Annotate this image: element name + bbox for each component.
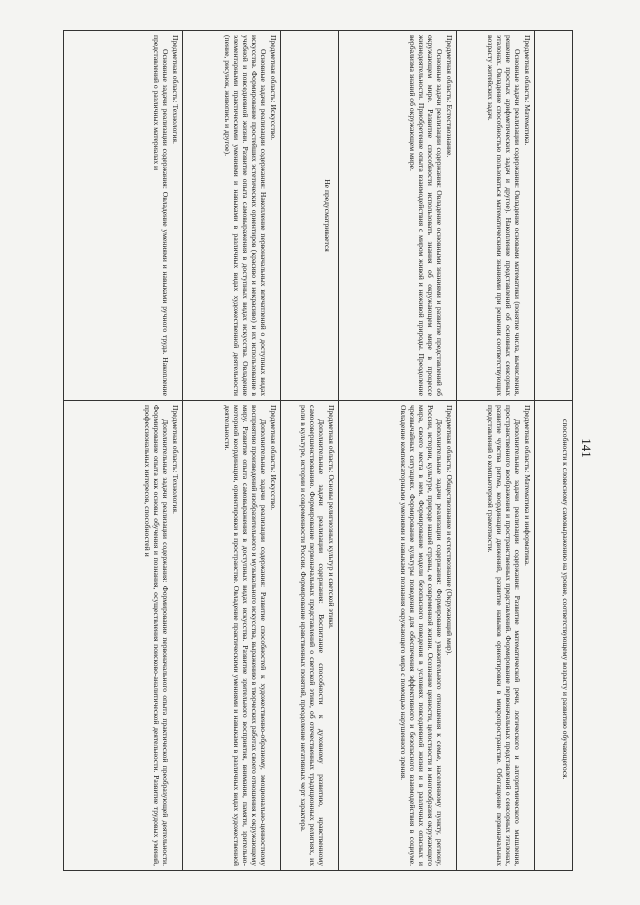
document-table-rotated [63, 30, 573, 870]
left-cell-math: Предметная область: Математика. Основные задачи реализации содержания: Овладение основами математики (понятие числа, вычисления, решение простых арифметических задач и другое). Накопление представлений об основных сенсорных эталонах. Овладение способностью пользоваться математическими знаниями при решении соответствующих возрасту житейских задач. [457, 31, 535, 401]
table-row [281, 31, 339, 871]
table-row [64, 31, 183, 871]
page-number: 141 [578, 438, 594, 458]
table-row [339, 31, 457, 871]
table-row [183, 31, 281, 871]
table-row [535, 31, 573, 871]
right-cell-0: способности к словесному самовыражению на уровне, соответствующему возрасту и развитию обучающегося. [535, 401, 573, 871]
right-cell-science: Предметная область: Обществознание и естествознание (Окружающий мир). Дополнительные задачи реализации содержания: Формирование уважительного отношения к семье, населенному пункту, региону, России, истории, культуре, природе нашей страны, ее современной жизни. Осознание ценности, целостности и многообразия окружающего мира, своего места в нем. Формирование модели безопасного поведения в условиях повседневной жизни и в различных опасных и чрезвычайных ситуациях. Формирование культуры поведения для обеспечения эффективного и безопасного взаимодействия в социуме. Овладение компенсаторными умениями и навыками познания окружающего мира с помощью нарушенного зрения. [339, 401, 457, 871]
left-cell-religion: Не предусматривается [281, 31, 339, 401]
right-cell-art: Предметная область: Искусство. Дополнительные задачи реализации содержания: Развитие способностей к художественно-образному, эмоционально-ценностному восприятию произведений изобразительного и музыкального искусства, выражению в творческих работах своего отношения к окружающему миру. Развитие опыта самовыражения в доступных видах искусства. Развитие зрительного восприятия, внимания, памяти, зрительно-моторной координации, ориентировки в пространстве. Овладение практическими умениями и навыками в различных видах художественной деятельности. [183, 401, 281, 871]
left-cell-0 [535, 31, 573, 401]
left-cell-tech: Предметная область: Технология. Основные задачи реализации содержания: Овладение умениями и навыками ручного труда. Накопление представлений о различных материалах и [64, 31, 183, 401]
right-cell-tech: Предметная область: Технология. Дополнительные задачи реализации содержания: Формирование первоначального опыта практической преобразующей деятельности. Формирование опыта как основы обучения и познания, осуществления поисково-аналитической деятельности. Развитие трудовых умений, профессиональных интересов, способностей и [64, 401, 183, 871]
left-cell-science: Предметная область: Естествознание. Основные задачи реализации содержания: Овладение основными знаниями и развитие представлений об окружающем мире. Развитие способности использовать знания об окружающем мире в процессе жизнедеятельности. Приобретение опыта взаимодействия с миром живой и неживой природы. Преодоление вербализма знаний об окружающем мире. [339, 31, 457, 401]
left-cell-art: Предметная область: Искусство. Основные задачи реализации содержания: Накопление первоначальных впечатлений о доступных видах искусства. Формирование простейших эстетических ориентиров (красиво и некрасиво) и их использование в учебной и повседневной жизни. Развитие опыта самовыражения в доступных видах искусства. Овладение элементарными практическими умениями и навыками в различных видах художественной деятельности (пение, рисунок, живопись и другое). [183, 31, 281, 401]
table-row [457, 31, 535, 871]
right-cell-religion: Предметная область: Основы религиозных культур и светской этики. Дополнительные задачи реализации содержания: Воспитание способности к духовному развитию, нравственному самосовершенствованию. Формирование первоначальных представлений о светской этике, об отечественных традиционных религиях, их роли в культуре, истории и современности России. Формирование нравственных понятий, преодоление негативных черт характера. [281, 401, 339, 871]
right-cell-math: Предметная область: Математика и информатика. Дополнительные задачи реализации содержания: Развитие математической речи, логического и алгоритмического мышления, пространственного воображения и пространственных представлений. Формирование первоначальных представлений о сенсорных эталонах, развитие чувства ритма, координации движений, развитие навыков ориентировки в микропространстве. Обогащение первоначальных представлений о компьютерной грамотности. [457, 401, 535, 871]
standards-table [63, 30, 573, 871]
